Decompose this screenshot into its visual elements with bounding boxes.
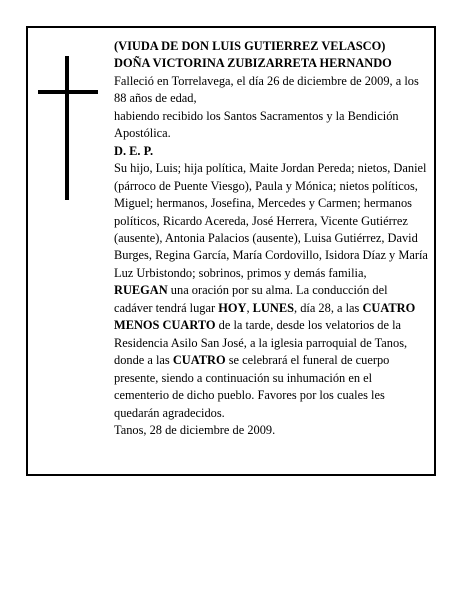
death-line: Falleció en Torrelavega, el día 26 de diciembre de 2009, a los 88 años de edad, [114, 73, 419, 106]
cross-icon [38, 56, 98, 200]
heading-name: DOÑA VICTORINA ZUBIZARRETA HERNANDO [114, 56, 392, 71]
service-text-4: se celebrará el funeral de cuerpo presente, siendo a continuación su inhumación en el cementerio de dicho pueblo. Favores por los cuales les quedarán agradecidos. [114, 353, 390, 420]
dep-line: D. E. P. [114, 143, 154, 158]
family-paragraph: Su hijo, Luis; hija política, Maite Jordan Pereda; nietos, Daniel (párroco de Puente Viesgo), Paula y Mónica; nietos políticos, Miguel; hermanos, Josefina, Mercedes y Carmen; hermanos políticos, Ricardo Acereda, José Herrera, Vicente Gutiérrez (ausente), Antonia Palacios (ausente), Luisa Gutiérrez, David Burges, Regina García, María Cordovillo, Isidora Díaz y María Luz Urbistondo; sobrinos, primos y demás familia, [114, 161, 428, 280]
time-text: CUATRO MENOS CUARTO [114, 300, 416, 333]
service-text-2: , día 28, a las [294, 300, 363, 315]
service-paragraph [114, 282, 428, 422]
hoy-text: HOY [218, 300, 247, 315]
service-text-1: una oración por su alma. La conducción del cadáver tendrá lugar [114, 283, 388, 315]
obituary-notice [26, 26, 436, 476]
cross-horizontal-bar [38, 90, 98, 94]
lunes-text: LUNES [252, 300, 294, 315]
service-comma: , [246, 300, 253, 315]
funeral-time-text: CUATRO [172, 353, 226, 368]
cross-vertical-bar [65, 56, 69, 200]
heading-widow: (VIUDA DE DON LUIS GUTIERREZ VELASCO) [114, 39, 386, 53]
closing-line: Tanos, 28 de diciembre de 2009. [114, 422, 276, 437]
sacraments-line: habiendo recibido los Santos Sacramentos y la Bendición Apostólica. [114, 108, 399, 141]
notice-text [114, 38, 428, 439]
ruegan-text: RUEGAN [114, 283, 168, 298]
service-text-3: de la tarde, desde los velatorios de la Residencia Asilo San José, a la iglesia parroquial de Tanos, donde a las [114, 318, 408, 368]
